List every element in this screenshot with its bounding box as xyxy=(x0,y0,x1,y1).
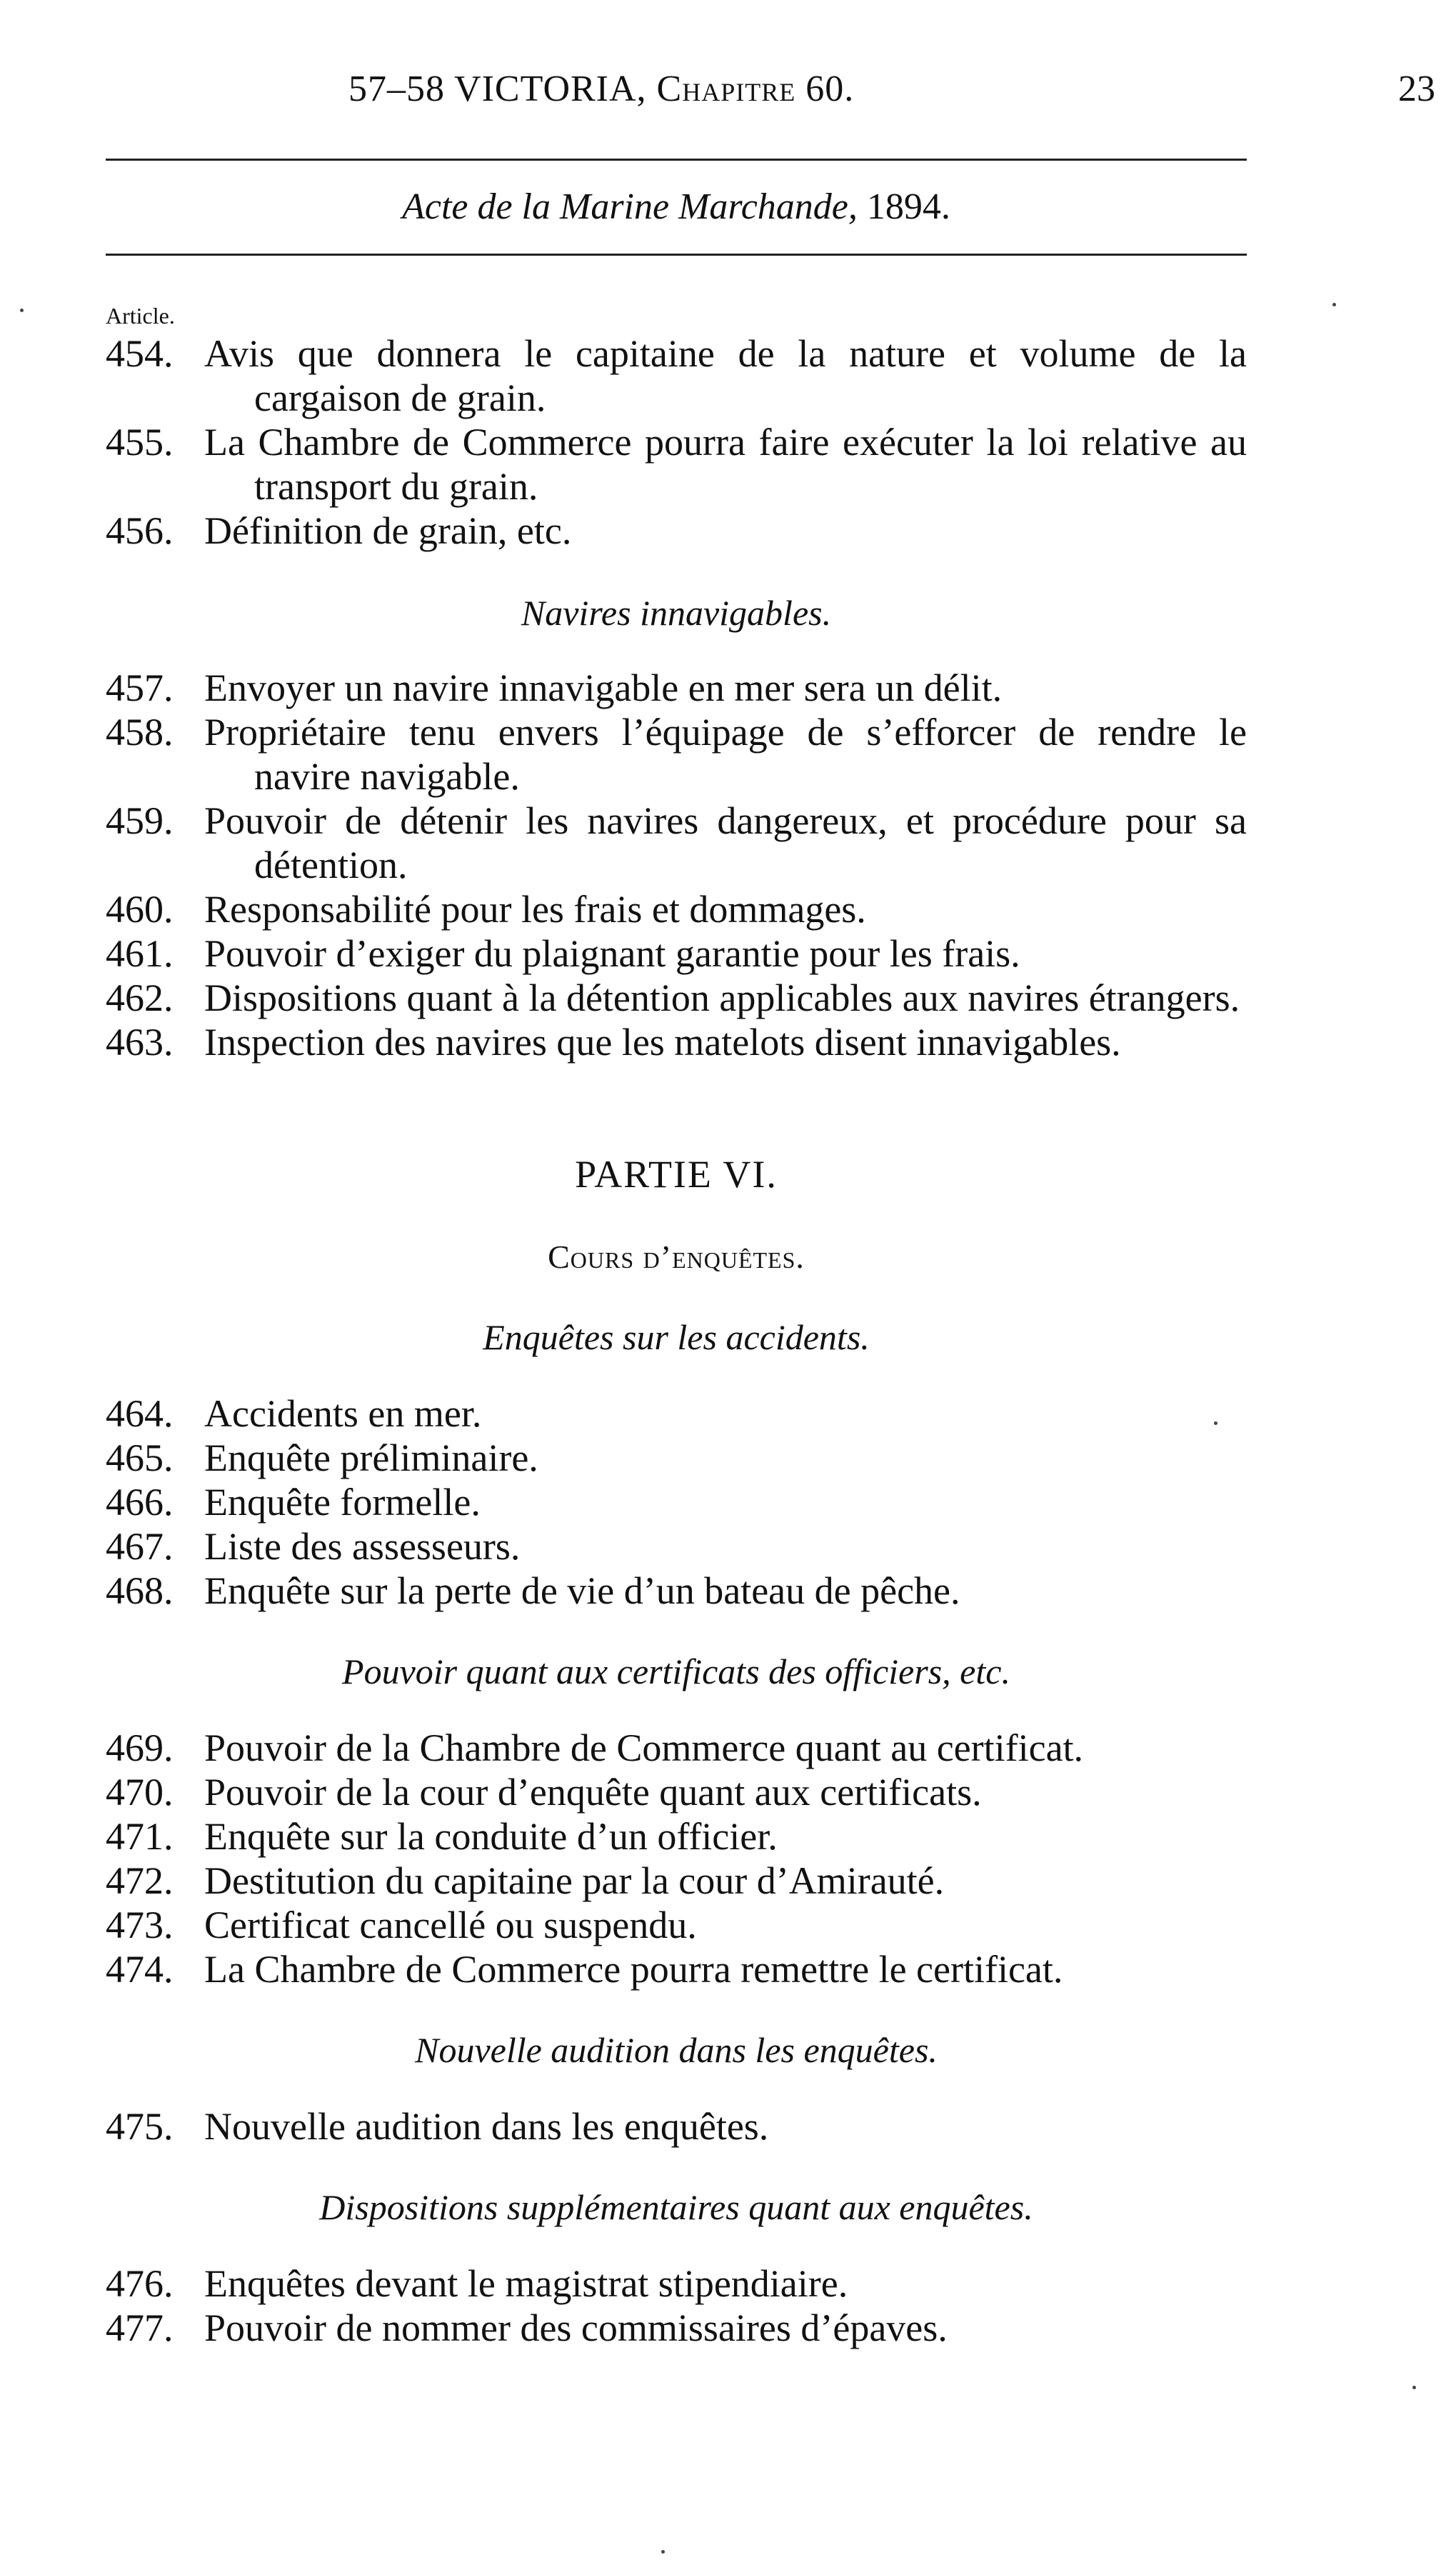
article-entry xyxy=(106,1770,1247,1814)
article-number: 476. xyxy=(106,2262,174,2305)
article-number: 462. xyxy=(106,976,174,1019)
article-entry xyxy=(106,1020,1247,1064)
article-entry xyxy=(106,976,1247,1020)
article-number: 475. xyxy=(106,2105,174,2148)
article-text: Pouvoir de la Chambre de Commerce quant au certificat. xyxy=(204,1726,1084,1769)
article-text: Enquêtes devant le magistrat stipendiaire. xyxy=(204,2262,848,2305)
article-number: 460. xyxy=(106,888,174,931)
article-text: Avis que donnera le capitaine de la nature et volume de la cargaison de grain. xyxy=(204,332,1247,419)
section-heading-navires: Navires innavigables. xyxy=(521,593,832,633)
article-text: Enquête sur la perte de vie d’un bateau de pêche. xyxy=(204,1569,960,1612)
act-title xyxy=(106,161,1247,254)
page xyxy=(106,57,1435,2350)
article-number: 474. xyxy=(106,1948,174,1991)
entries-group-1 xyxy=(106,331,1247,553)
entries-group-3 xyxy=(106,1391,1247,1613)
print-speck xyxy=(1412,2386,1416,2389)
article-text: Inspection des navires que les matelots disent innavigables. xyxy=(204,1021,1121,1064)
article-entry xyxy=(106,1726,1247,1770)
print-speck xyxy=(1332,303,1336,306)
article-number: 470. xyxy=(106,1771,174,1814)
article-text: Pouvoir de nommer des commissaires d’épaves. xyxy=(204,2306,948,2349)
article-entry xyxy=(106,1569,1247,1613)
article-text: Définition de grain, etc. xyxy=(204,509,572,552)
article-entry xyxy=(106,509,1247,553)
bottom-rule xyxy=(106,254,1247,256)
article-number: 457. xyxy=(106,666,174,709)
section-heading-audition: Nouvelle audition dans les enquêtes. xyxy=(415,2030,938,2070)
section-heading-supplementaires: Dispositions supplémentaires quant aux enquêtes. xyxy=(319,2187,1033,2227)
article-text: Nouvelle audition dans les enquêtes. xyxy=(204,2105,769,2148)
running-title-main: 57–58 VICTORIA, xyxy=(348,69,647,109)
article-number: 477. xyxy=(106,2306,174,2349)
article-text: Accidents en mer. xyxy=(204,1392,482,1435)
article-text: Enquête formelle. xyxy=(204,1481,481,1524)
article-text: Dispositions quant à la détention applicables aux navires étrangers. xyxy=(204,976,1240,1019)
article-text: Pouvoir de la cour d’enquête quant aux certificats. xyxy=(204,1771,982,1814)
print-speck xyxy=(1214,1421,1217,1425)
running-head xyxy=(106,57,1435,121)
section-heading-accidents: Enquêtes sur les accidents. xyxy=(483,1317,870,1357)
article-text: La Chambre de Commerce pourra remettre le certificat. xyxy=(204,1948,1063,1991)
article-number: 469. xyxy=(106,1726,174,1769)
article-text: Enquête sur la conduite d’un officier. xyxy=(204,1815,778,1858)
article-entry xyxy=(106,1903,1247,1947)
article-number: 459. xyxy=(106,799,174,842)
article-entry xyxy=(106,331,1247,420)
print-speck xyxy=(661,2550,665,2554)
article-entry xyxy=(106,1947,1247,1991)
entries-group-4 xyxy=(106,1726,1247,1991)
article-entry xyxy=(106,710,1247,799)
article-entry xyxy=(106,1814,1247,1859)
article-text: Propriétaire tenu envers l’équipage de s’efforcer de rendre le navire navigable. xyxy=(204,711,1247,798)
article-number: 463. xyxy=(106,1021,174,1064)
article-entry xyxy=(106,666,1247,710)
article-entry xyxy=(106,2104,1247,2149)
article-entry xyxy=(106,1391,1247,1436)
part-subtitle: Cours d’enquêtes. xyxy=(548,1239,805,1275)
page-number: 23 xyxy=(1398,69,1435,109)
article-number: 456. xyxy=(106,509,174,552)
entries-group-5 xyxy=(106,2104,1247,2149)
article-number: 473. xyxy=(106,1904,174,1946)
article-entry xyxy=(106,799,1247,887)
entries-group-6 xyxy=(106,2261,1247,2350)
article-number: 471. xyxy=(106,1815,174,1858)
act-title-text: Acte de la Marine Marchande, xyxy=(402,186,858,227)
article-text: Certificat cancellé ou suspendu. xyxy=(204,1904,697,1946)
article-number: 467. xyxy=(106,1525,174,1568)
article-text: Pouvoir de détenir les navires dangereux, et procédure pour sa détention. xyxy=(204,799,1247,886)
article-number: 465. xyxy=(106,1436,174,1479)
article-text: Pouvoir d’exiger du plaignant garantie pour les frais. xyxy=(204,932,1020,975)
article-text: Responsabilité pour les frais et dommages. xyxy=(204,888,866,931)
section-heading-certificats: Pouvoir quant aux certificats des officiers, etc. xyxy=(342,1651,1010,1691)
article-number: 464. xyxy=(106,1392,174,1435)
article-text: La Chambre de Commerce pourra faire exécuter la loi relative au transport du grain. xyxy=(204,421,1247,508)
article-text: Envoyer un navire innavigable en mer sera un délit. xyxy=(204,666,1003,709)
print-speck xyxy=(20,309,24,312)
article-number: 454. xyxy=(106,332,174,375)
article-number: 468. xyxy=(106,1569,174,1612)
entries-group-2 xyxy=(106,666,1247,1064)
article-entry xyxy=(106,887,1247,931)
article-entry xyxy=(106,1436,1247,1480)
article-text: Enquête préliminaire. xyxy=(204,1436,538,1479)
article-entry xyxy=(106,2306,1247,2350)
part-title: PARTIE VI. xyxy=(575,1153,778,1196)
article-entry xyxy=(106,2261,1247,2306)
act-title-year: 1894. xyxy=(866,186,950,227)
article-number: 458. xyxy=(106,711,174,754)
article-entry xyxy=(106,1480,1247,1524)
article-label: Article. xyxy=(106,303,175,329)
article-number: 466. xyxy=(106,1481,174,1524)
article-text: Liste des assesseurs. xyxy=(204,1525,521,1568)
article-entry xyxy=(106,420,1247,509)
article-entry xyxy=(106,1524,1247,1569)
article-number: 461. xyxy=(106,932,174,975)
running-title-chapter: Chapitre 60. xyxy=(656,69,855,109)
article-number: 472. xyxy=(106,1859,174,1902)
running-title xyxy=(348,57,854,121)
article-entry xyxy=(106,931,1247,976)
article-number: 455. xyxy=(106,421,174,464)
article-text: Destitution du capitaine par la cour d’Amirauté. xyxy=(204,1859,945,1902)
article-entry xyxy=(106,1859,1247,1903)
